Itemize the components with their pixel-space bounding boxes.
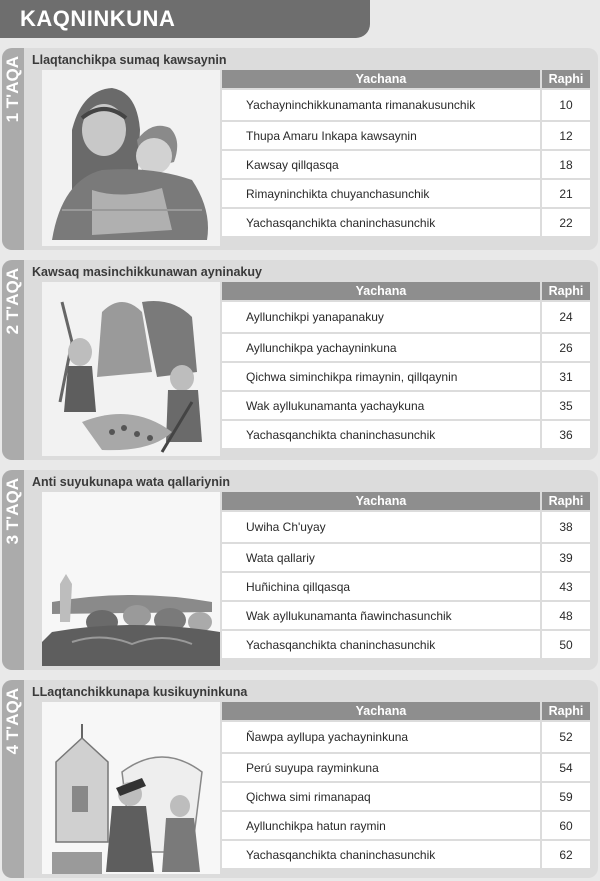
toc-topic: Wata qallariy <box>246 550 315 565</box>
toc-row[interactable] <box>222 571 590 600</box>
toc-page: 52 <box>540 722 590 752</box>
column-header-page: Raphi <box>540 70 590 88</box>
table-header <box>222 282 590 300</box>
column-header-topic: Yachana <box>355 72 407 86</box>
unit-title: Kawsaq masinchikkunawan ayninakuy <box>32 265 262 279</box>
toc-row[interactable] <box>222 149 590 178</box>
toc-topic: Kawsay qillqasqa <box>246 157 339 172</box>
toc-topic: Rimayninchikta chuyanchasunchik <box>246 186 430 201</box>
farm-work-illustration <box>42 282 220 456</box>
toc-row[interactable] <box>222 419 590 448</box>
toc-row[interactable] <box>222 390 590 419</box>
column-header-page: Raphi <box>540 282 590 300</box>
table-header <box>222 702 590 720</box>
toc-topic: Ayllunchikpa yachayninkuna <box>246 340 397 355</box>
toc-topic: Ñawpa ayllupa yachayninkuna <box>246 730 409 744</box>
column-header-page: Raphi <box>540 492 590 510</box>
toc-row[interactable] <box>222 300 590 332</box>
unit-tab-label: 1 T'AQA <box>3 56 22 123</box>
toc-page: 48 <box>540 602 590 629</box>
toc-topic: Perú suyupa rayminkuna <box>246 760 379 775</box>
unit-tab <box>2 48 24 250</box>
toc-row[interactable] <box>222 720 590 752</box>
toc-page: 35 <box>540 392 590 419</box>
toc-page: 50 <box>540 631 590 658</box>
toc-page: 60 <box>540 812 590 839</box>
toc-topic: Ayllunchikpi yanapanakuy <box>246 310 384 324</box>
toc-topic: Qichwa simi rimanapaq <box>246 789 371 804</box>
toc-row[interactable] <box>222 207 590 236</box>
toc-page: 39 <box>540 544 590 571</box>
toc-page: 31 <box>540 363 590 390</box>
toc-topic: Wak ayllukunamanta ñawinchasunchik <box>246 608 452 623</box>
column-header-topic: Yachana <box>355 704 407 718</box>
toc-row[interactable] <box>222 839 590 868</box>
unit-1 <box>2 48 598 250</box>
toc-row[interactable] <box>222 600 590 629</box>
toc-table <box>222 282 590 448</box>
toc-topic: Wak ayllukunamanta yachaykuna <box>246 398 425 413</box>
toc-topic: Yachayninchikkunamanta rimanakusunchik <box>246 98 476 112</box>
toc-topic: Ayllunchikpa hatun raymin <box>246 818 386 833</box>
toc-row[interactable] <box>222 510 590 542</box>
unit-tab <box>2 470 24 670</box>
unit-tab <box>2 680 24 878</box>
toc-table <box>222 492 590 658</box>
toc-page: 18 <box>540 151 590 178</box>
toc-row[interactable] <box>222 542 590 571</box>
toc-page: 62 <box>540 841 590 868</box>
toc-row[interactable] <box>222 361 590 390</box>
toc-page: 43 <box>540 573 590 600</box>
unit-title: Anti suyukunapa wata qallariynin <box>32 475 230 489</box>
toc-topic: Huñichina qillqasqa <box>246 579 351 594</box>
unit-tab-label: 2 T'AQA <box>3 268 22 335</box>
unit-title: Llaqtanchikpa sumaq kawsaynin <box>32 53 227 67</box>
toc-topic: Qichwa siminchikpa rimaynin, qillqaynin <box>246 369 458 384</box>
toc-topic: Yachasqanchikta chaninchasunchik <box>246 847 436 862</box>
unit-tab-label: 3 T'AQA <box>3 478 22 545</box>
toc-row[interactable] <box>222 629 590 658</box>
toc-row[interactable] <box>222 88 590 120</box>
toc-row[interactable] <box>222 752 590 781</box>
unit-title: LLaqtanchikkunapa kusikuyninkuna <box>32 685 248 699</box>
toc-row[interactable] <box>222 781 590 810</box>
crowd-illustration <box>42 492 220 666</box>
column-header-topic: Yachana <box>355 494 407 508</box>
column-header-page: Raphi <box>540 702 590 720</box>
toc-page: 10 <box>540 90 590 120</box>
toc-page: 24 <box>540 302 590 332</box>
unit-2 <box>2 260 598 460</box>
table-header <box>222 70 590 88</box>
unit-tab <box>2 260 24 460</box>
toc-topic: Yachasqanchikta chaninchasunchik <box>246 215 436 230</box>
toc-page: 22 <box>540 209 590 236</box>
festival-dance-illustration <box>42 702 220 874</box>
toc-page: 12 <box>540 122 590 149</box>
mother-and-child-illustration <box>42 70 220 246</box>
page-title: KAQNINKUNA <box>20 6 176 31</box>
toc-row[interactable] <box>222 120 590 149</box>
toc-topic: Yachasqanchikta chaninchasunchik <box>246 427 436 442</box>
header-bar <box>0 0 370 38</box>
toc-page: 54 <box>540 754 590 781</box>
toc-page: 21 <box>540 180 590 207</box>
unit-4 <box>2 680 598 878</box>
toc-row[interactable] <box>222 178 590 207</box>
toc-page: 26 <box>540 334 590 361</box>
toc-page: 36 <box>540 421 590 448</box>
toc-row[interactable] <box>222 332 590 361</box>
toc-page: 38 <box>540 512 590 542</box>
unit-3 <box>2 470 598 670</box>
toc-table <box>222 70 590 236</box>
toc-topic: Thupa Amaru Inkapa kawsaynin <box>246 128 417 143</box>
column-header-topic: Yachana <box>355 284 407 298</box>
toc-page: 59 <box>540 783 590 810</box>
toc-topic: Yachasqanchikta chaninchasunchik <box>246 637 436 652</box>
toc-row[interactable] <box>222 810 590 839</box>
unit-tab-label: 4 T'AQA <box>3 688 22 755</box>
toc-topic: Uwiha Ch'uyay <box>246 520 326 534</box>
toc-table <box>222 702 590 868</box>
table-header <box>222 492 590 510</box>
